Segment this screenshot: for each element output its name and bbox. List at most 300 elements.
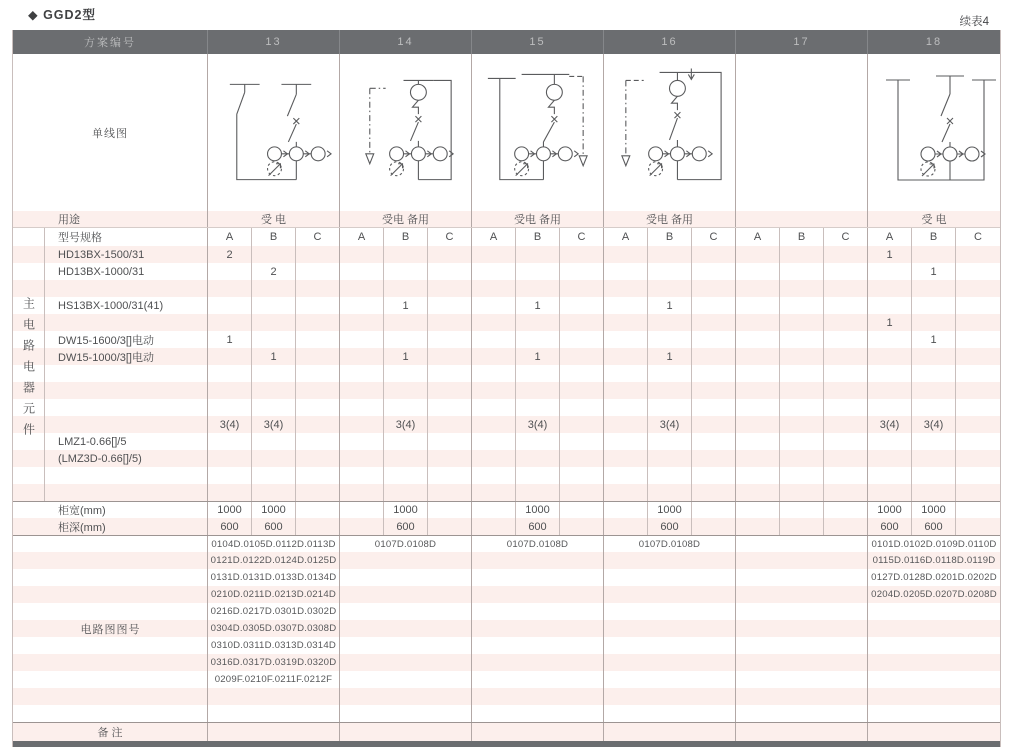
- qty-cell: [604, 263, 648, 280]
- circuit-label-spacer: [13, 637, 208, 654]
- circuit-no-cell: [340, 552, 472, 569]
- qty-cell: [428, 246, 472, 263]
- header-scheme-label: 方案编号: [13, 30, 208, 54]
- component-row: [13, 399, 1000, 416]
- qty-cell: [780, 467, 824, 484]
- qty-cell: [472, 467, 516, 484]
- size-cell: [824, 502, 868, 518]
- qty-cell: [868, 263, 912, 280]
- remark-cell: [208, 723, 340, 741]
- qty-cell: [956, 348, 1000, 365]
- qty-cell: [252, 382, 296, 399]
- qty-cell: [560, 263, 604, 280]
- model-spec-header-row: [13, 228, 1000, 246]
- component-model-label: DW15-1000/3[]电动: [45, 348, 208, 365]
- model-spec-label: 型号规格: [45, 228, 208, 246]
- qty-cell: [340, 399, 384, 416]
- qty-cell: 2: [208, 246, 252, 263]
- qty-cell: [340, 297, 384, 314]
- qty-cell: [824, 450, 868, 467]
- qty-cell: [692, 416, 736, 433]
- qty-cell: [736, 314, 780, 331]
- circuit-no-cell: 0216D.0217D.0301D.0302D: [208, 603, 340, 620]
- single-line-diagram-13: [208, 54, 340, 211]
- component-row: [13, 314, 1000, 331]
- component-row: [13, 484, 1000, 501]
- qty-cell: [428, 314, 472, 331]
- qty-cell: [824, 280, 868, 297]
- size-cell: 1000: [516, 502, 560, 518]
- qty-cell: [912, 297, 956, 314]
- qty-cell: [736, 365, 780, 382]
- circuit-no-cell: [340, 671, 472, 688]
- component-model-label: [45, 467, 208, 484]
- qty-cell: [428, 399, 472, 416]
- qty-cell: [912, 399, 956, 416]
- size-cell: [428, 502, 472, 518]
- qty-cell: [208, 433, 252, 450]
- qty-cell: [472, 416, 516, 433]
- size-label: 柜深(mm): [13, 518, 208, 535]
- qty-cell: [384, 484, 428, 501]
- qty-cell: [252, 467, 296, 484]
- circuit-no-cell: 0304D.0305D.0307D.0308D: [208, 620, 340, 637]
- qty-cell: [340, 484, 384, 501]
- circuit-label-spacer: [13, 688, 208, 705]
- qty-cell: [736, 280, 780, 297]
- qty-cell: [736, 246, 780, 263]
- qty-cell: [384, 433, 428, 450]
- size-cell: 1000: [208, 502, 252, 518]
- qty-cell: [340, 280, 384, 297]
- single-line-diagram-row: [13, 54, 1000, 211]
- size-cell: [956, 502, 1000, 518]
- circuit-label-spacer: [13, 586, 208, 603]
- qty-cell: [340, 382, 384, 399]
- component-group-strip: [13, 314, 45, 331]
- size-cell: [472, 502, 516, 518]
- circuit-no-cell: [736, 552, 868, 569]
- qty-cell: [208, 297, 252, 314]
- qty-cell: [428, 416, 472, 433]
- component-row: [13, 433, 1000, 450]
- qty-cell: [692, 263, 736, 280]
- qty-cell: [208, 314, 252, 331]
- qty-cell: [824, 433, 868, 450]
- qty-cell: [560, 467, 604, 484]
- component-model-label: [45, 280, 208, 297]
- size-cell: [428, 518, 472, 535]
- qty-cell: [604, 382, 648, 399]
- circuit-no-cell: [472, 620, 604, 637]
- size-cell: [780, 518, 824, 535]
- circuit-no-cell: 0107D.0108D: [604, 536, 736, 552]
- component-model-label: [45, 416, 208, 433]
- qty-cell: 1: [868, 246, 912, 263]
- qty-cell: [472, 450, 516, 467]
- qty-cell: [604, 450, 648, 467]
- circuit-no-cell: 0127D.0128D.0201D.0202D: [871, 572, 997, 583]
- qty-cell: [736, 297, 780, 314]
- qty-cell: [736, 331, 780, 348]
- qty-cell: [868, 484, 912, 501]
- qty-cell: [560, 348, 604, 365]
- qty-cell: [428, 365, 472, 382]
- remark-cell: [604, 723, 736, 741]
- circuit-no-cell: [472, 603, 604, 620]
- qty-cell: [648, 365, 692, 382]
- circuit-row: [13, 620, 1000, 637]
- size-cell: [692, 502, 736, 518]
- qty-cell: [296, 399, 340, 416]
- qty-cell: [648, 314, 692, 331]
- qty-cell: [912, 280, 956, 297]
- component-group-strip: [13, 228, 45, 246]
- component-group-strip: [13, 484, 45, 501]
- qty-cell: [428, 382, 472, 399]
- qty-cell: [780, 399, 824, 416]
- size-cell: 600: [208, 518, 252, 535]
- qty-cell: [560, 331, 604, 348]
- qty-cell: 1: [648, 297, 692, 314]
- qty-cell: [296, 382, 340, 399]
- circuit-no-cell: [868, 637, 1000, 654]
- component-model-label: [45, 314, 208, 331]
- qty-cell: [868, 348, 912, 365]
- qty-cell: [912, 484, 956, 501]
- qty-cell: [912, 382, 956, 399]
- component-group-strip: [13, 433, 45, 450]
- circuit-no-cell: [340, 620, 472, 637]
- qty-cell: [604, 365, 648, 382]
- circuit-no-cell: 0131D.0131D.0133D.0134D: [208, 569, 340, 586]
- qty-cell: [340, 433, 384, 450]
- qty-cell: [296, 484, 340, 501]
- qty-cell: [736, 382, 780, 399]
- qty-cell: [648, 450, 692, 467]
- component-row: [13, 280, 1000, 297]
- circuit-no-cell: [868, 654, 1000, 671]
- qty-cell: [824, 484, 868, 501]
- circuit-label-spacer: [13, 552, 208, 569]
- qty-cell: [472, 433, 516, 450]
- circuit-no-cell: [340, 637, 472, 654]
- qty-cell: [516, 450, 560, 467]
- qty-cell: [296, 246, 340, 263]
- qty-cell: [780, 314, 824, 331]
- qty-cell: [780, 246, 824, 263]
- qty-cell: [736, 450, 780, 467]
- component-group-strip: [13, 450, 45, 467]
- qty-cell: [604, 467, 648, 484]
- qty-cell: [384, 467, 428, 484]
- subcol-18-C: C: [974, 231, 982, 243]
- qty-cell: [692, 484, 736, 501]
- qty-cell: [912, 467, 956, 484]
- qty-cell: [296, 416, 340, 433]
- subcol-18-A: A: [868, 228, 912, 246]
- circuit-row: [13, 654, 1000, 671]
- component-row: [13, 246, 1000, 263]
- qty-cell: [208, 467, 252, 484]
- circuit-row: [13, 688, 1000, 705]
- qty-cell: [516, 467, 560, 484]
- qty-cell: [516, 382, 560, 399]
- qty-cell: [780, 331, 824, 348]
- qty-cell: [824, 246, 868, 263]
- circuit-no-cell: [472, 688, 604, 705]
- qty-cell: [604, 280, 648, 297]
- size-cell: [296, 518, 340, 535]
- circuit-no-cell: [604, 705, 736, 722]
- qty-cell: [868, 297, 912, 314]
- qty-cell: 1: [208, 331, 252, 348]
- qty-cell: [780, 416, 824, 433]
- size-cell: 600: [516, 518, 560, 535]
- qty-cell: [516, 484, 560, 501]
- component-group-strip: [13, 382, 45, 399]
- circuit-no-cell: [604, 654, 736, 671]
- qty-cell: [516, 399, 560, 416]
- circuit-no-cell: 0204D.0205D.0207D.0208D: [871, 589, 997, 600]
- size-cell: [560, 502, 604, 518]
- qty-cell: [252, 433, 296, 450]
- qty-cell: [868, 382, 912, 399]
- subcol-14-C: C: [428, 228, 472, 246]
- qty-cell: [516, 365, 560, 382]
- continuation-label: 续表4: [959, 16, 989, 28]
- circuit-row: [13, 603, 1000, 620]
- qty-cell: [780, 348, 824, 365]
- qty-cell: [604, 314, 648, 331]
- subcol-17-A: A: [736, 228, 780, 246]
- circuit-no-cell: [868, 603, 1000, 620]
- qty-cell: 3(4): [208, 416, 252, 433]
- qty-cell: [604, 416, 648, 433]
- qty-cell: [384, 263, 428, 280]
- component-row: [13, 263, 1000, 280]
- size-label: 柜宽(mm): [13, 502, 208, 518]
- circuit-no-cell: [472, 637, 604, 654]
- diagram-15-drawing: [472, 54, 603, 211]
- usage-row: [13, 211, 1000, 228]
- qty-cell: [912, 450, 956, 467]
- size-cell: 600: [384, 518, 428, 535]
- circuit-no-cell: 0210D.0211D.0213D.0214D: [208, 586, 340, 603]
- circuit-no-cell: [604, 603, 736, 620]
- qty-cell: [252, 365, 296, 382]
- qty-cell: [868, 365, 912, 382]
- size-cell: 600: [648, 518, 692, 535]
- qty-cell: [296, 450, 340, 467]
- component-row: [13, 467, 1000, 484]
- circuit-no-cell: [340, 705, 472, 722]
- qty-cell: [472, 365, 516, 382]
- circuit-no-cell: [472, 569, 604, 586]
- qty-cell: 1: [648, 348, 692, 365]
- diagram-18-drawing: [868, 54, 1000, 211]
- size-row: [13, 518, 1000, 535]
- qty-cell: [736, 263, 780, 280]
- qty-cell: [560, 399, 604, 416]
- qty-cell: [384, 365, 428, 382]
- diagram-row-label: 单线图: [13, 54, 208, 211]
- qty-cell: [384, 331, 428, 348]
- qty-cell: [736, 467, 780, 484]
- qty-cell: [824, 416, 868, 433]
- header-scheme-15: 15: [472, 30, 604, 54]
- qty-cell: [780, 365, 824, 382]
- usage-value-17: [736, 211, 868, 227]
- circuit-no-cell: [736, 688, 868, 705]
- size-cell: [340, 502, 384, 518]
- qty-cell: [208, 399, 252, 416]
- component-model-label: HD13BX-1000/31: [45, 263, 208, 280]
- circuit-no-cell: [868, 705, 1000, 722]
- qty-cell: [252, 484, 296, 501]
- qty-cell: [340, 450, 384, 467]
- circuit-no-cell: [208, 705, 340, 722]
- remark-row: [13, 722, 1000, 741]
- qty-cell: [868, 280, 912, 297]
- circuit-no-cell: [736, 569, 868, 586]
- circuit-no-cell: [868, 620, 1000, 637]
- component-row: [13, 416, 1000, 433]
- size-cell: [604, 518, 648, 535]
- qty-cell: [912, 314, 956, 331]
- qty-cell: [736, 433, 780, 450]
- usage-value-15: 受电 备用: [472, 211, 604, 227]
- size-cell: 1000: [912, 502, 956, 518]
- size-cell: 1000: [252, 502, 296, 518]
- qty-cell: [692, 433, 736, 450]
- single-line-diagram-14: [340, 54, 472, 211]
- qty-cell: [516, 314, 560, 331]
- qty-cell: [780, 263, 824, 280]
- circuit-no-cell: 0107D.0108D: [472, 536, 604, 552]
- qty-cell: 1: [912, 263, 956, 280]
- qty-cell: [252, 280, 296, 297]
- qty-cell: [956, 382, 1000, 399]
- qty-cell: [692, 382, 736, 399]
- qty-cell: [472, 399, 516, 416]
- qty-cell: [868, 467, 912, 484]
- component-row: [13, 331, 1000, 348]
- subcol-15-B: B: [516, 228, 560, 246]
- qty-cell: [472, 280, 516, 297]
- subcol-16-C: C: [692, 228, 736, 246]
- qty-cell: [428, 467, 472, 484]
- qty-cell: [252, 246, 296, 263]
- qty-cell: [780, 297, 824, 314]
- size-cell: [472, 518, 516, 535]
- single-line-diagram-15: [472, 54, 604, 211]
- qty-cell: [340, 246, 384, 263]
- qty-cell: [384, 450, 428, 467]
- qty-cell: [296, 433, 340, 450]
- circuit-row: [13, 671, 1000, 688]
- circuit-no-cell: 0209F.0210F.0211F.0212F: [208, 671, 340, 688]
- circuit-no-cell: [736, 620, 868, 637]
- circuit-no-cell: [472, 654, 604, 671]
- qty-cell: 1: [384, 348, 428, 365]
- circuit-no-cell: [604, 552, 736, 569]
- qty-cell: [472, 382, 516, 399]
- qty-cell: [428, 280, 472, 297]
- header-scheme-16: 16: [604, 30, 736, 54]
- qty-cell: [208, 382, 252, 399]
- component-model-label: LMZ1-0.66[]/5: [45, 433, 208, 450]
- qty-cell: 1: [912, 331, 956, 348]
- component-model-label: HD13BX-1500/31: [45, 246, 208, 263]
- component-model-label: DW15-1600/3[]电动: [45, 331, 208, 348]
- qty-cell: [560, 382, 604, 399]
- circuit-label-spacer: [13, 569, 208, 586]
- qty-cell: [384, 280, 428, 297]
- qty-cell: 3(4): [868, 416, 912, 433]
- qty-cell: [560, 314, 604, 331]
- qty-cell: [648, 263, 692, 280]
- qty-cell: [384, 382, 428, 399]
- qty-cell: [560, 416, 604, 433]
- qty-cell: [956, 399, 1000, 416]
- circuit-no-cell: [604, 671, 736, 688]
- header-scheme-14: 14: [340, 30, 472, 54]
- qty-cell: [340, 314, 384, 331]
- component-row: [13, 450, 1000, 467]
- qty-cell: [252, 399, 296, 416]
- component-model-label: [45, 365, 208, 382]
- subcol-13-C: C: [296, 228, 340, 246]
- qty-cell: [252, 450, 296, 467]
- circuit-row: [13, 586, 1000, 603]
- circuit-section-label: 电路图图号: [80, 623, 141, 636]
- qty-cell: [956, 246, 1000, 263]
- circuit-label-spacer: [13, 603, 208, 620]
- qty-cell: [340, 416, 384, 433]
- qty-cell: [648, 484, 692, 501]
- usage-value-16: 受电 备用: [604, 211, 736, 227]
- qty-cell: [780, 382, 824, 399]
- circuit-no-cell: [340, 586, 472, 603]
- circuit-no-cell: 0101D.0102D.0109D.0110D: [871, 538, 997, 550]
- qty-cell: 1: [516, 297, 560, 314]
- qty-cell: [780, 433, 824, 450]
- qty-cell: [472, 263, 516, 280]
- component-group-strip: [13, 246, 45, 263]
- qty-cell: [340, 365, 384, 382]
- single-line-diagram-18: [868, 54, 1000, 211]
- qty-cell: [780, 484, 824, 501]
- circuit-row: [13, 637, 1000, 654]
- qty-cell: [472, 246, 516, 263]
- usage-value-13: 受 电: [208, 211, 340, 227]
- qty-cell: [780, 450, 824, 467]
- subcol-17-B: B: [780, 228, 824, 246]
- qty-cell: [340, 263, 384, 280]
- qty-cell: [296, 365, 340, 382]
- qty-cell: [868, 450, 912, 467]
- circuit-no-cell: [868, 671, 1000, 688]
- qty-cell: [560, 297, 604, 314]
- size-cell: 600: [252, 518, 296, 535]
- qty-cell: [384, 314, 428, 331]
- size-cell: 1000: [384, 502, 428, 518]
- qty-cell: [604, 297, 648, 314]
- qty-cell: [296, 280, 340, 297]
- circuit-row: [13, 569, 1000, 586]
- qty-cell: [648, 382, 692, 399]
